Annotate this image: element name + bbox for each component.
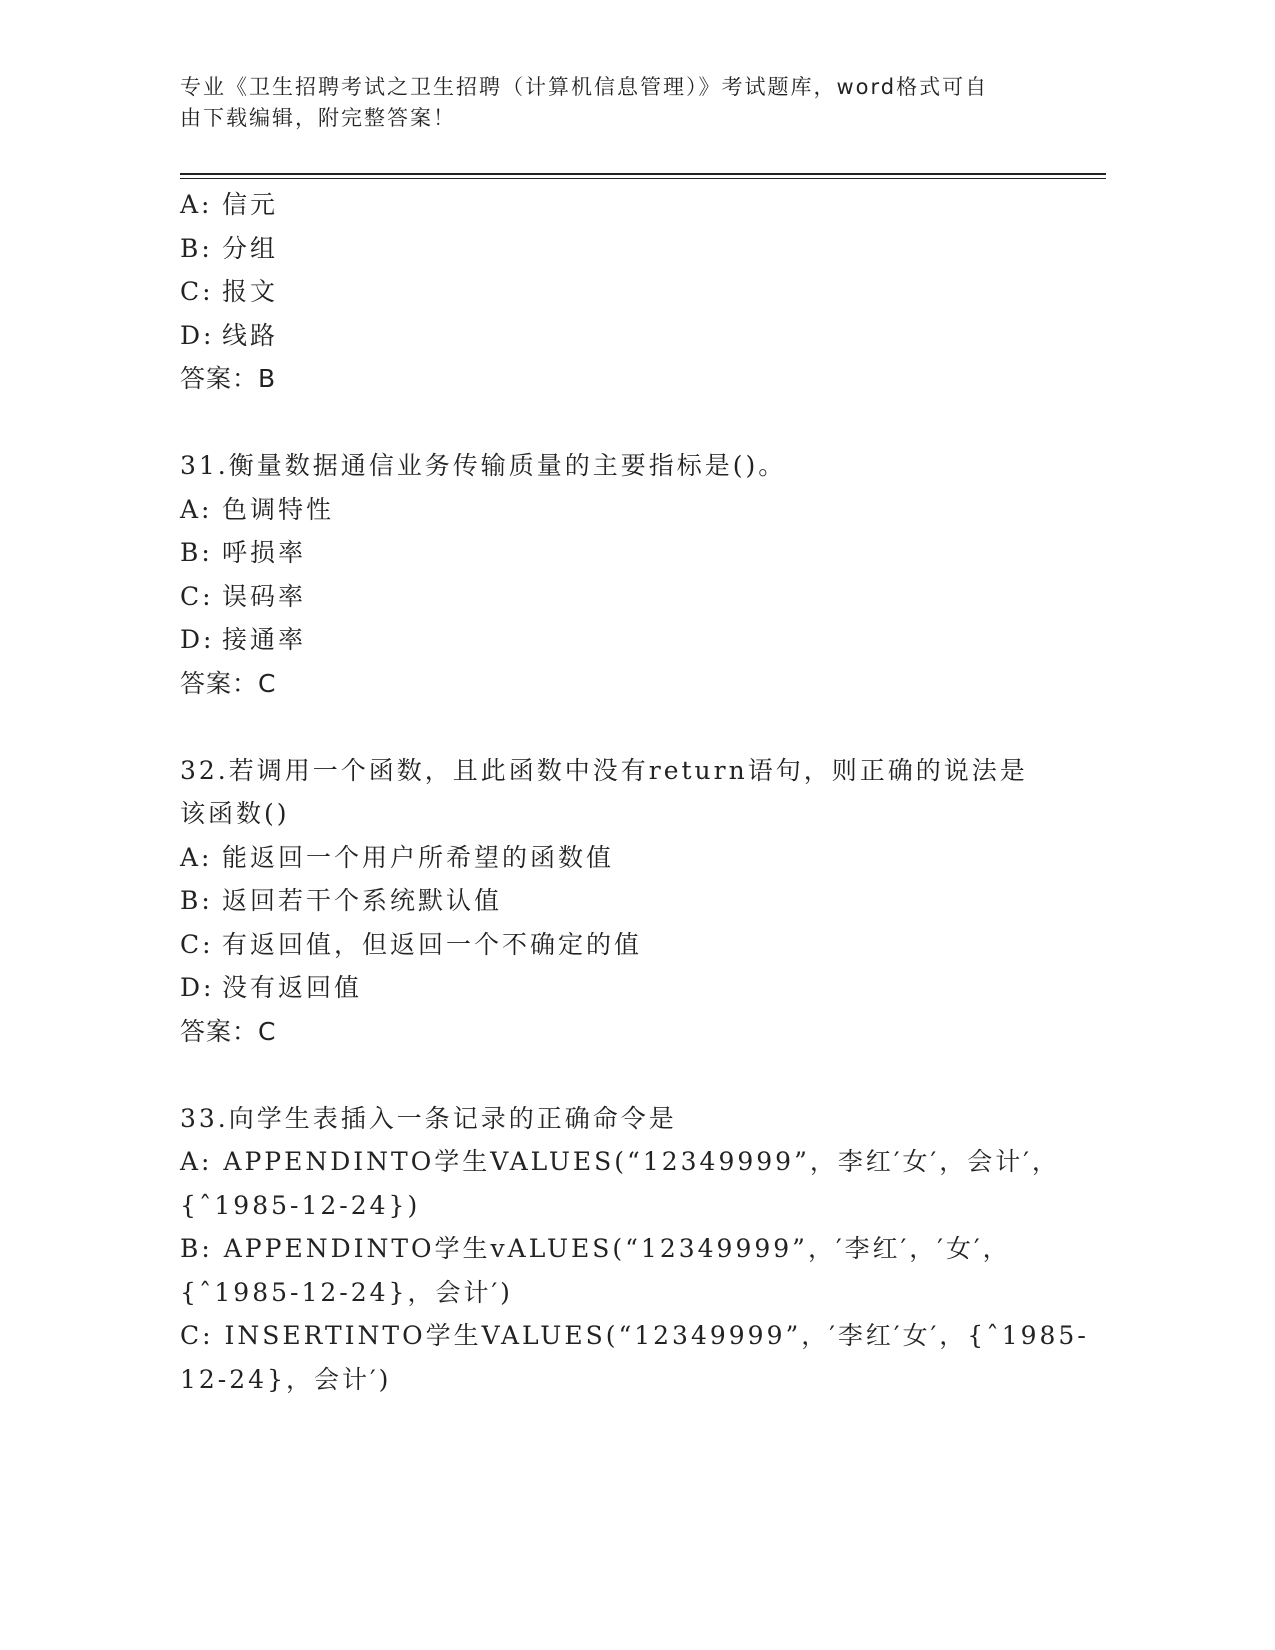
option-a: A: APPENDINTO学生VALUES(“12349999”，李红′女′，会计′， [180, 1147, 1060, 1176]
option-c: C: 有返回值，但返回一个不确定的值 [180, 929, 643, 959]
option-d: D: 接通率 [180, 625, 307, 654]
option-b: B: APPENDINTO学生vALUES(“12349999”，′李红′，′女′， [180, 1234, 1011, 1263]
answer-line: 答案：C [180, 668, 277, 698]
option-d: D: 线路 [180, 320, 279, 350]
header-divider-thin [180, 178, 1106, 179]
spacer [180, 1053, 1080, 1097]
option-a: A: 信元 [180, 190, 279, 219]
option-a: A: 色调特性 [180, 494, 335, 524]
option-a: A: 能返回一个用户所希望的函数值 [180, 842, 615, 872]
spacer [180, 401, 1080, 445]
option-c: C: 误码率 [180, 581, 307, 611]
option-d: D: 没有返回值 [180, 973, 363, 1002]
header-divider-thick [180, 173, 1106, 175]
option-c: C: INSERTINTO学生VALUES(“12349999”，′李红′女′，{ˆ1985- [180, 1321, 1089, 1350]
document-header [180, 72, 1060, 134]
spacer [180, 705, 1080, 749]
answer-line: 答案：C [180, 1016, 277, 1046]
option-b-cont: {ˆ1985-12-24}，会计′) [180, 1277, 513, 1307]
question-stem-32-cont: 该函数() [180, 799, 290, 828]
question-stem-33: 33.向学生表插入一条记录的正确命令是 [180, 1103, 677, 1133]
option-b: B: 呼损率 [180, 538, 307, 567]
option-c-cont: 12-24}，会计′) [180, 1364, 392, 1394]
header-line-1: 专业《卫生招聘考试之卫生招聘（计算机信息管理）》考试题库，word格式可自 [180, 75, 989, 99]
answer-line: 答案：B [180, 364, 277, 393]
option-a-cont: {ˆ1985-12-24}) [180, 1190, 421, 1220]
option-b: B: 分组 [180, 233, 279, 263]
option-c: C: 报文 [180, 277, 279, 306]
question-stem-31: 31.衡量数据通信业务传输质量的主要指标是()。 [180, 451, 787, 480]
option-b: B: 返回若干个系统默认值 [180, 886, 503, 915]
question-stem-32: 32.若调用一个函数，且此函数中没有return语句，则正确的说法是 [180, 755, 1028, 785]
question-content [180, 183, 1089, 1401]
header-line-2: 由下载编辑，附完整答案！ [180, 106, 456, 130]
